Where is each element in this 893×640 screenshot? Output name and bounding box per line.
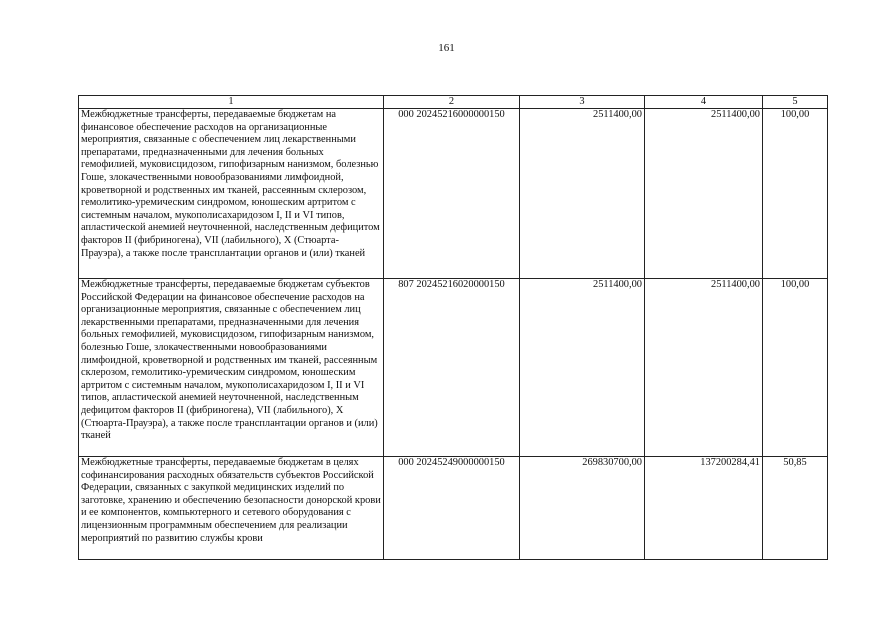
column-header: 2 (384, 96, 520, 109)
row-value-col3: 2511400,00 (520, 279, 645, 457)
column-header: 3 (520, 96, 645, 109)
column-header: 1 (79, 96, 384, 109)
row-value-col3: 2511400,00 (520, 109, 645, 279)
row-value-col4: 137200284,41 (645, 457, 763, 560)
column-header: 5 (763, 96, 828, 109)
row-code: 807 20245216020000150 (384, 279, 520, 457)
column-header: 4 (645, 96, 763, 109)
table-row (79, 457, 828, 560)
page-number: 161 (438, 42, 455, 54)
table-header-row (79, 96, 828, 109)
row-percent: 100,00 (763, 279, 828, 457)
row-description: Межбюджетные трансферты, передаваемые бюджетам в целях софинансирования расходных обязательств субъектов Российской Федерации, связанных с закупкой медицинских изделий по заготовке, хранению и обеспечению безопасности донорской крови и ее компонентов, компьютерного и сетевого оборудования с лицензионным программным обеспечением для реализации мероприятий по развитию службы крови (79, 457, 384, 560)
row-description: Межбюджетные трансферты, передаваемые бюджетам субъектов Российской Федерации на финансовое обеспечение расходов на организационные мероприятия, связанные с обеспечением лиц лекарственными препаратами, предназначенными для лечения больных гемофилией, муковисцидозом, гипофизарным нанизмом, болезнью Гоше, злокачественными новообразованиями лимфоидной, кроветворной и родственных им тканей, рассеянным склерозом, гемолитико-уремическим синдромом, юношеским артритом с системным началом, мукополисахаридозом I, II и VI типов, апластической анемией неуточненной, наследственным дефицитом факторов II (фибриногена), VII (лабильного), X (Стюарта-Прауэра), а также после трансплантации органов и (или) тканей (79, 279, 384, 457)
row-percent: 100,00 (763, 109, 828, 279)
row-value-col4: 2511400,00 (645, 109, 763, 279)
row-percent: 50,85 (763, 457, 828, 560)
row-value-col4: 2511400,00 (645, 279, 763, 457)
row-description: Межбюджетные трансферты, передаваемые бюджетам на финансовое обеспечение расходов на организационные мероприятия, связанные с обеспечением лиц лекарственными препаратами, предназначенными для лечения больных гемофилией, муковисцидозом, гипофизарным нанизмом, болезнью Гоше, злокачественными новообразованиями лимфоидной, кроветворной и родственных им тканей, рассеянным склерозом, гемолитико-уремическим синдромом, юношеским артритом с системным началом, мукополисахаридозом I, II и VI типов, апластической анемией неуточненной, наследственным дефицитом факторов II (фибриногена), VII (лабильного), X (Стюарта-Прауэра), а также после трансплантации органов и (или) тканей (79, 109, 384, 279)
table-row (79, 279, 828, 457)
row-code: 000 20245216000000150 (384, 109, 520, 279)
row-value-col3: 269830700,00 (520, 457, 645, 560)
table-row (79, 109, 828, 279)
budget-table (78, 95, 828, 560)
row-code: 000 20245249000000150 (384, 457, 520, 560)
